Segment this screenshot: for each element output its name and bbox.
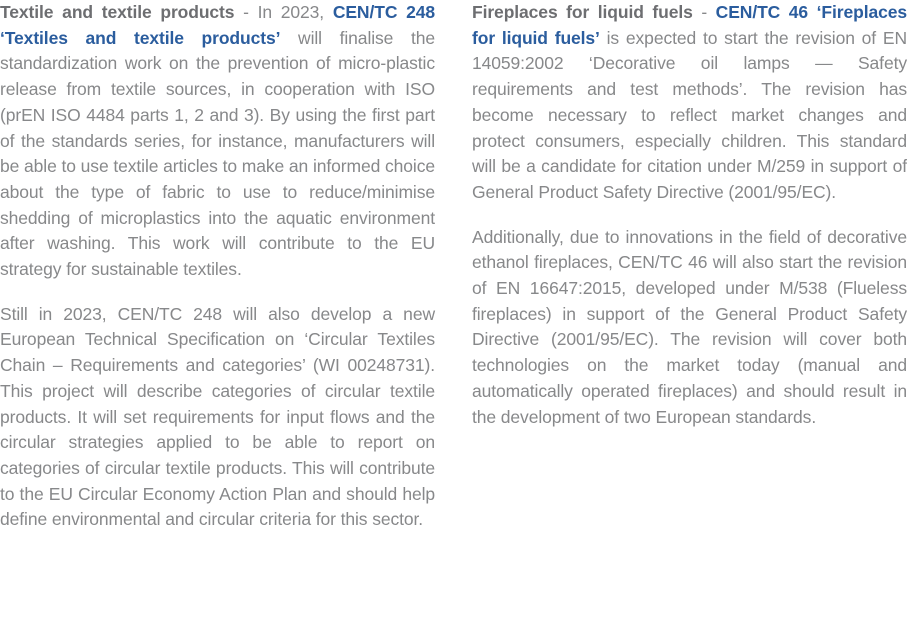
tc-reference-link[interactable]: CEN/TC 248 ‘Textiles and textile products’: [0, 2, 435, 48]
paragraph: [0, 302, 435, 533]
column-left: [0, 0, 435, 636]
body-text: Additionally, due to innovations in the field of decorative ethanol fireplaces, CEN/TC 46 will also start the revision of EN 16647:2015, developed under M/538 (Flueless fireplaces) in support of the General Product Safety Directive (2001/95/EC). The revision will cover both technologies on the market today (manual and automatically operated fireplaces) and should result in the development of two European standards.: [472, 226, 907, 427]
paragraph: [0, 0, 435, 283]
body-text: will finalise the standardization work on the prevention of micro-plastic release from textile sources, in cooperation with ISO (prEN ISO 4484 parts 1, 2 and 3). By using the first part of the standards series, for instance, manufacturers will be able to use textile articles to make an informed choice about the type of fabric to use to reduce/minimise shedding of microplastics into the aquatic environment after washing. This work will contribute to the EU strategy for sustainable textiles.: [0, 27, 435, 280]
body-text: Still in 2023, CEN/TC 248 will also develop a new European Technical Specification on ‘Circular Textiles Chain – Requirements and categories’ (WI 00248731). This project will describe categories of circular textile products. It will set requirements for input flows and the circular strategies applied to be able to report on categories of circular textile products. This will contribute to the EU Circular Economy Action Plan and should help define environmental and circular criteria for this sector.: [0, 303, 435, 530]
tc-reference-link[interactable]: CEN/TC 46 ‘Fireplaces for liquid fuels’: [472, 2, 907, 48]
body-text: is expected to start the revision of EN 14059:2002 ‘Decorative oil lamps — Safety requirements and test methods’. The revision has become necessary to reflect market changes and protect consumers, especially children. This standard will be a candidate for citation under M/259 in support of General Product Safety Directive (2001/95/EC).: [472, 27, 907, 202]
paragraph: [472, 225, 907, 431]
paragraph: [472, 0, 907, 206]
section-title: Textile and textile products: [0, 2, 235, 22]
column-right: [472, 0, 907, 636]
section-title: Fireplaces for liquid fuels: [472, 2, 693, 22]
body-text: - In 2023,: [234, 2, 333, 22]
body-text: -: [692, 2, 716, 22]
